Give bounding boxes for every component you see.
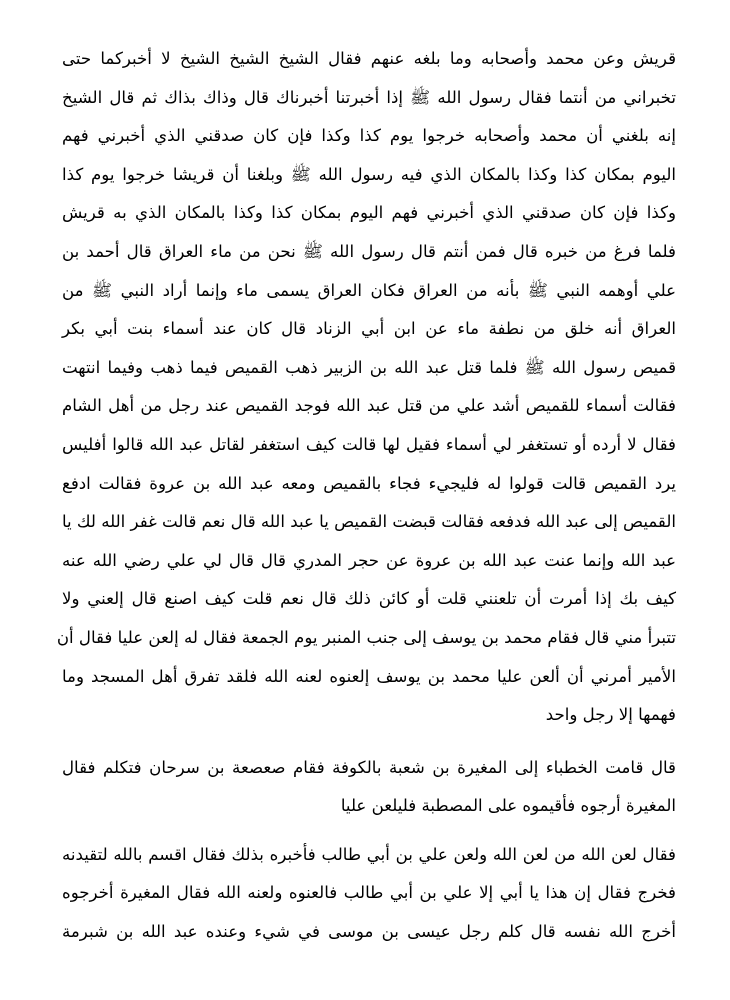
- text-line: العراق أنه خلق من نطفة ماء عن ابن أبي الزناد قال كان عند أسماء بنت أبي بكر: [62, 319, 676, 339]
- paragraph-1: [56, 40, 676, 735]
- text-line: كيف بك إذا أمرت أن تلعنني قلت أو كائن ذلك قال نعم قلت كيف اصنع قال إلعني ولا: [62, 589, 676, 609]
- text-line: قميص رسول الله ﷺ فلما قتل عبد الله بن الزبير ذهب القميص فيما ذهب وفيما انتهت: [62, 357, 676, 377]
- paragraph-spacer: [62, 735, 676, 749]
- text-line: يرد القميص قالت قولوا له فليجيء فجاء بالقميص ومعه عبد الله بن عروة فقالت ادفع: [62, 473, 676, 493]
- text-line: علي أوهمه النبي ﷺ بأنه من العراق فكان العراق يسمى ماء وإنما أراد النبي ﷺ من: [62, 280, 676, 300]
- text-line: عبد الله وإنما عنت عبد الله بن عروة عن حجر المدري قال قال لي علي رضي الله عنه: [62, 550, 676, 570]
- text-line: المغيرة أرجوه فأقيموه على المصطبة فليلعن عليا: [340, 796, 676, 816]
- text-line: فلما فرغ من خبره قال فمن أنتم قال رسول الله ﷺ نحن من ماء العراق قال أحمد بن: [62, 241, 676, 261]
- paragraph-2: [62, 749, 676, 826]
- text-line: فهمها إلا رجل واحد: [545, 705, 676, 725]
- text-line: تخبراني من أنتما فقال رسول الله ﷺ إذا أخبرتنا أخبرناك قال وذاك بذاك ثم قال الشيخ: [62, 87, 676, 107]
- text-line: فقال لا أرده أو تستغفر لي أسماء فقيل لها قالت كيف استغفر لقاتل عبد الله قالوا أفليس: [62, 434, 676, 454]
- text-line: الأمير أمرني أن ألعن عليا محمد بن يوسف إلعنوه لعنه الله فلقد تفرق أهل المسجد وما: [62, 666, 676, 686]
- text-line: أخرج الله نفسه قال كلم رجل عيسى بن موسى في شيء وعنده عبد الله بن شبرمة: [62, 922, 676, 942]
- text-line: فخرج فقال إن هذا يا أبي إلا علي بن أبي طالب فالعنوه ولعنه الله فقال المغيرة أخرجوه: [62, 883, 676, 903]
- paragraph-3: [62, 836, 676, 952]
- text-line: تتبرأ مني قال فقام محمد بن يوسف إلى جنب المنبر يوم الجمعة فقال له إلعن عليا فقال أن: [56, 627, 676, 647]
- text-line: قال قامت الخطباء إلى المغيرة بن شعبة بالكوفة فقام صعصعة بن سرحان فتكلم فقال: [62, 757, 676, 777]
- text-line: فقال لعن الله من لعن الله ولعن علي بن أبي طالب فأخبره بذلك فقال اقسم بالله لتقيدنه: [62, 844, 676, 864]
- text-line: فقالت أسماء للقميص أشد علي من قتل عبد الله فوجد القميص عند رجل من أهل الشام: [62, 396, 676, 416]
- text-line: اليوم بمكان كذا وكذا بالمكان الذي فيه رسول الله ﷺ وبلغنا أن قريشا خرجوا يوم كذا: [62, 164, 676, 184]
- text-line: قريش وعن محمد وأصحابه وما بلغه عنهم فقال الشيخ الشيخ الشيخ لا أخبركما حتى: [62, 49, 676, 68]
- paragraph-spacer: [62, 826, 676, 836]
- text-line: القميص إلى عبد الله فدفعه فقالت قبضت القميص يا عبد الله قال نعم قالت غفر الله لك يا: [61, 512, 676, 532]
- text-line: وكذا فإن كان صدقني الذي أخبرني فهم اليوم بمكان كذا وكذا بالمكان الذي به قريش: [62, 203, 676, 223]
- text-line: إنه بلغني أن محمد وأصحابه خرجوا يوم كذا وكذا فإن كان صدقني الذي أخبرني فهم: [62, 126, 676, 146]
